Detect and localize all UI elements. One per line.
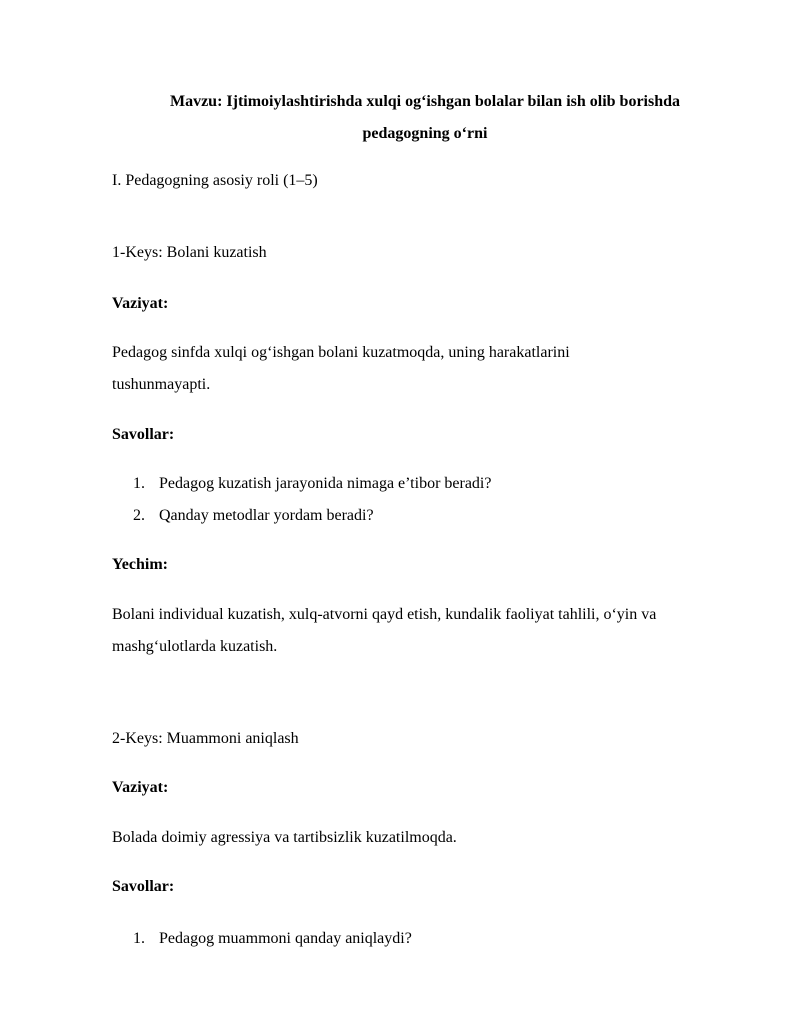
case-2-situation-line-1: Bolada doimiy agressiya va tartibsizlik kuzatilmoqda. [112,829,457,846]
case-1-solution-line-1: Bolani individual kuzatish, xulq-atvorni qayd etish, kundalik faoliyat tahlili, o‘yin va [112,606,657,623]
list-item-number: 1. [133,930,145,947]
case-1-situation-label: Vaziyat: [112,295,169,312]
list-item: Qanday metodlar yordam beradi? [159,507,374,524]
case-1-solution-line-2: mashg‘ulotlarda kuzatish. [112,638,278,655]
case-1-solution-label: Yechim: [112,556,168,573]
case-2-heading: 2-Keys: Muammoni aniqlash [112,730,299,747]
case-1-heading: 1-Keys: Bolani kuzatish [112,244,267,261]
case-2-questions-label: Savollar: [112,878,175,895]
case-2-situation-label: Vaziyat: [112,779,169,796]
section-heading: I. Pedagogning asosiy roli (1–5) [112,172,318,189]
case-1-questions-label: Savollar: [112,426,175,443]
case-1-situation-line-2: tushunmayapti. [112,376,211,393]
list-item: Pedagog muammoni qanday aniqlaydi? [159,930,412,947]
document-title [112,86,738,150]
list-item-number: 1. [133,475,145,492]
title-line-2: pedagogning o‘rni [362,125,488,142]
title-line-1: Mavzu: Ijtimoiylashtirishda xulqi og‘ishgan bolalar bilan ish olib borishda [169,93,681,110]
case-1-situation-line-1: Pedagog sinfda xulqi og‘ishgan bolani kuzatmoqda, uning harakatlarini [112,344,570,361]
list-item-number: 2. [133,507,145,524]
list-item: Pedagog kuzatish jarayonida nimaga e’tibor beradi? [159,475,492,492]
